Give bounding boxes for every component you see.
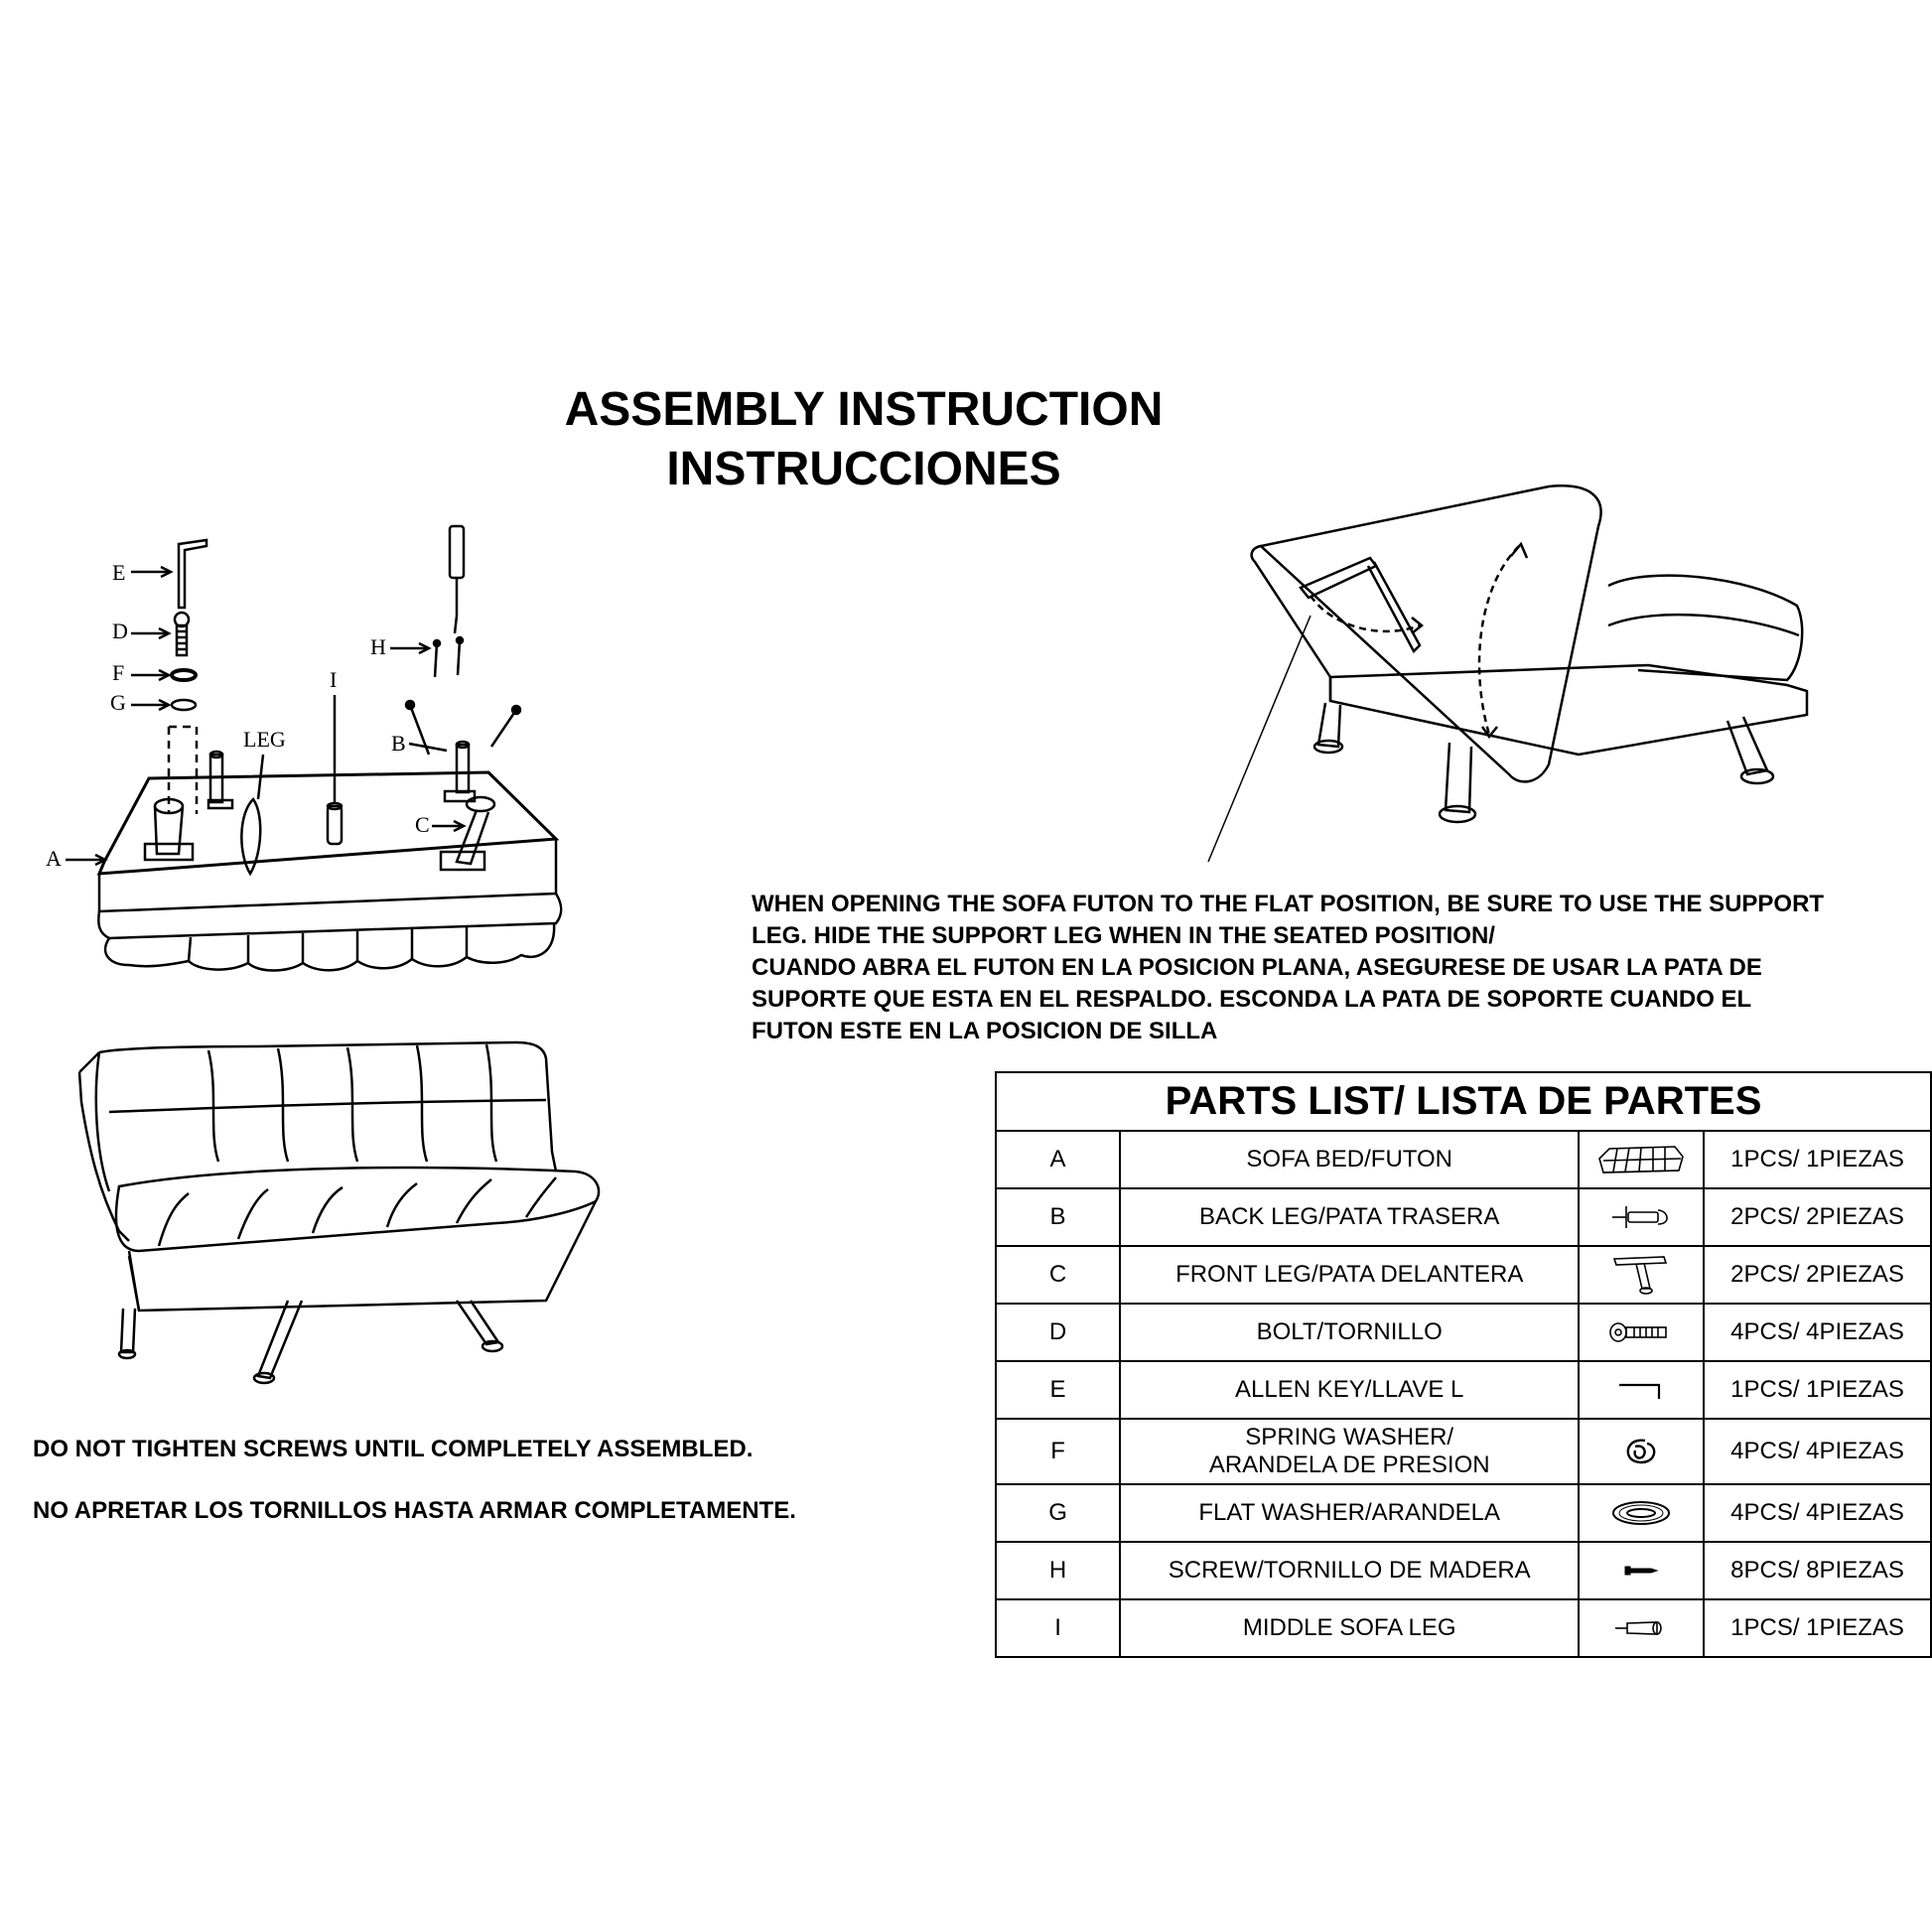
parts-row-b — [996, 1188, 1931, 1246]
part-qty: 4PCS/ 4PIEZAS — [1704, 1484, 1931, 1542]
support-leg-note-line-5: FUTON ESTE EN LA POSICION DE SILLA — [752, 1018, 1218, 1044]
label-a: A — [46, 846, 62, 871]
sofa-icon — [1595, 1143, 1687, 1176]
label-e: E — [112, 560, 126, 585]
parts-row-i — [996, 1599, 1931, 1657]
page-title: ASSEMBLY INSTRUCTION — [564, 383, 1164, 436]
label-leg: LEG — [243, 727, 286, 752]
bolt-icon — [1606, 1319, 1676, 1345]
tighten-note-spanish: NO APRETAR LOS TORNILLOS HASTA ARMAR COMPLETAMENTE. — [33, 1497, 796, 1524]
page-subtitle: INSTRUCCIONES — [666, 443, 1061, 495]
middle-leg-icon — [1611, 1616, 1671, 1640]
parts-row-f — [996, 1419, 1931, 1484]
part-letter: B — [996, 1188, 1120, 1246]
parts-row-c — [996, 1246, 1931, 1304]
label-b: B — [391, 731, 406, 756]
part-name: FLAT WASHER/ARANDELA — [1120, 1484, 1579, 1542]
parts-row-g — [996, 1484, 1931, 1542]
part-qty: 2PCS/ 2PIEZAS — [1704, 1188, 1931, 1246]
part-name: FRONT LEG/PATA DELANTERA — [1120, 1246, 1579, 1304]
parts-row-a — [996, 1131, 1931, 1188]
label-c: C — [415, 812, 430, 837]
label-i: I — [330, 667, 338, 692]
part-letter: C — [996, 1246, 1120, 1304]
part-letter: I — [996, 1599, 1120, 1657]
part-letter: H — [996, 1542, 1120, 1599]
label-d: D — [112, 619, 128, 643]
part-letter: A — [996, 1131, 1120, 1188]
parts-row-h — [996, 1542, 1931, 1599]
part-name-line-2: ARANDELA DE PRESION — [1208, 1451, 1490, 1478]
wood-screw-icon — [1621, 1563, 1661, 1579]
part-name: MIDDLE SOFA LEG — [1120, 1599, 1579, 1657]
part-qty: 1PCS/ 1PIEZAS — [1704, 1361, 1931, 1419]
parts-row-e — [996, 1361, 1931, 1419]
support-leg-note — [752, 889, 1923, 1047]
parts-list-title: PARTS LIST/ LISTA DE PARTES — [996, 1072, 1931, 1131]
support-leg-note-line-2: LEG. HIDE THE SUPPORT LEG WHEN IN THE SEATED POSITION/ — [752, 922, 1495, 949]
part-letter: F — [996, 1419, 1120, 1484]
back-leg-icon — [1606, 1202, 1676, 1232]
label-h: H — [370, 634, 386, 659]
assembled-sofa-drawing — [60, 1013, 695, 1390]
exploded-assembly-diagram — [40, 516, 616, 973]
part-name: BACK LEG/PATA TRASERA — [1120, 1188, 1579, 1246]
part-name: BOLT/TORNILLO — [1120, 1304, 1579, 1361]
label-g: G — [110, 690, 126, 715]
flat-washer-icon — [1609, 1498, 1673, 1528]
front-leg-icon — [1606, 1253, 1676, 1297]
part-qty: 1PCS/ 1PIEZAS — [1704, 1131, 1931, 1188]
part-name — [1120, 1419, 1579, 1484]
support-leg-note-line-3: CUANDO ABRA EL FUTON EN LA POSICION PLANA, ASEGURESE DE USAR LA PATA DE — [752, 954, 1762, 981]
part-qty: 8PCS/ 8PIEZAS — [1704, 1542, 1931, 1599]
part-name: ALLEN KEY/LLAVE L — [1120, 1361, 1579, 1419]
part-name: SCREW/TORNILLO DE MADERA — [1120, 1542, 1579, 1599]
label-f: F — [112, 660, 125, 685]
parts-row-d — [996, 1304, 1931, 1361]
part-letter: E — [996, 1361, 1120, 1419]
allen-key-icon — [1611, 1377, 1671, 1403]
part-name-line-1: SPRING WASHER/ — [1245, 1424, 1454, 1450]
support-leg-note-line-1: WHEN OPENING THE SOFA FUTON TO THE FLAT POSITION, BE SURE TO USE THE SUPPORT — [752, 891, 1825, 917]
part-qty: 4PCS/ 4PIEZAS — [1704, 1304, 1931, 1361]
support-leg-note-line-4: SUPORTE QUE ESTA EN EL RESPALDO. ESCONDA LA PATA DE SOPORTE CUANDO EL — [752, 986, 1752, 1013]
spring-washer-icon — [1621, 1435, 1661, 1468]
parts-list-table — [995, 1071, 1932, 1658]
support-leg-drawing — [1191, 467, 1906, 864]
part-letter: D — [996, 1304, 1120, 1361]
part-letter: G — [996, 1484, 1120, 1542]
part-name: SOFA BED/FUTON — [1120, 1131, 1579, 1188]
part-qty: 1PCS/ 1PIEZAS — [1704, 1599, 1931, 1657]
part-qty: 4PCS/ 4PIEZAS — [1704, 1419, 1931, 1484]
part-qty: 2PCS/ 2PIEZAS — [1704, 1246, 1931, 1304]
tighten-note-english: DO NOT TIGHTEN SCREWS UNTIL COMPLETELY ASSEMBLED. — [33, 1436, 754, 1462]
